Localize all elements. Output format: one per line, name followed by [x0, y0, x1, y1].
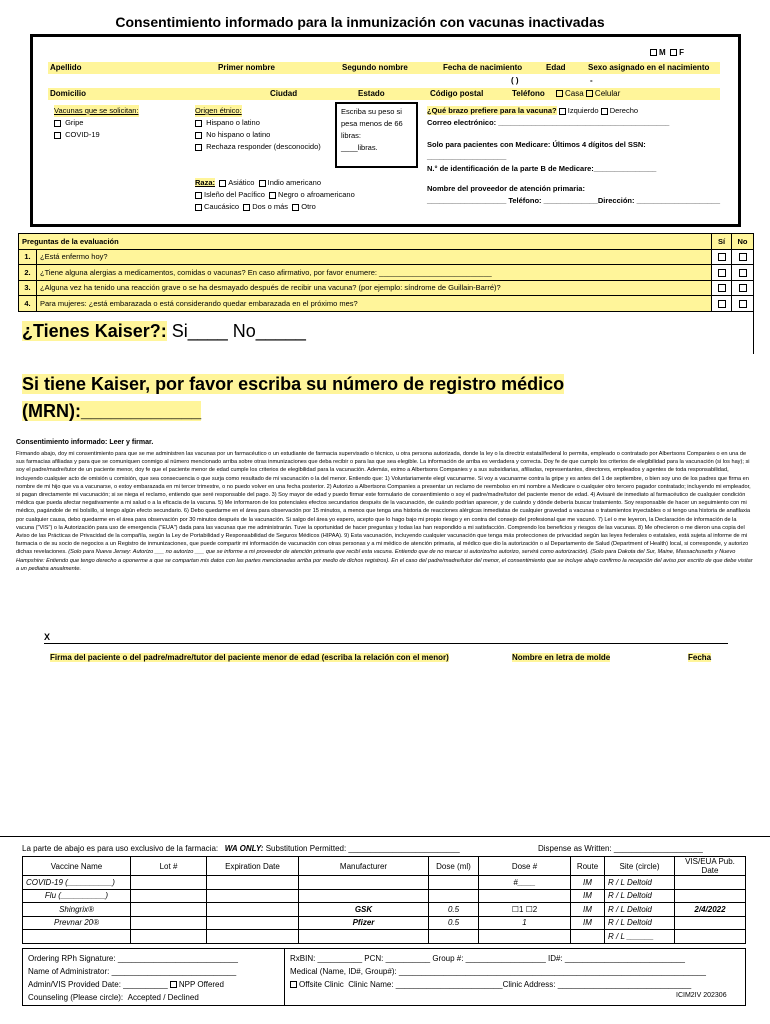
questions-header: Preguntas de la evaluación: [19, 234, 712, 250]
question-row: 4. Para mujeres: ¿está embarazada o está considerando quedar embarazada en el próximo mes?: [19, 296, 754, 312]
vacunas-label: Vacunas que se solicitan:: [54, 106, 139, 115]
estado-label: Estado: [358, 89, 385, 98]
no-checkbox[interactable]: [739, 300, 747, 308]
sexo-field[interactable]: -: [590, 76, 593, 85]
question-row: 3. ¿Alguna vez ha tenido una reacción grave o se ha desmayado después de recibir una vacuna? (por ejemplo: síndrome de Guillain-Barré)?: [19, 280, 754, 296]
screening-questions-table: [18, 233, 754, 312]
checkbox-icon[interactable]: [195, 144, 202, 151]
table-row: Flu (__________) IM R / L Deltoid: [23, 889, 746, 903]
si-header: Sí: [712, 234, 732, 250]
right-column: ¿Qué brazo prefiere para la vacuna? Izquierdo Derecho Correo electrónico: _________________________________________ Solo para pacientes con Medicare: Últimos 4 dígitos del SSN: ___________________ N.° de identificación de la parte B de Medicare:_______________ Nombre del proveedor de atención primaria: ___________________ Teléfono: _____________Dirección: ____________________: [427, 105, 727, 207]
offsite-checkbox[interactable]: [290, 981, 297, 988]
consent-heading: Consentimiento informado: Leer y firmar.: [16, 439, 154, 446]
checkbox-icon[interactable]: [195, 120, 202, 127]
pharmacist-left: Ordering RPh Signature: ___________________________ Name of Administrator: ____________________________ Admin/VIS Provided Date: __________ NPP Offered Counseling (Please circle): Accepted / Declined: [28, 952, 282, 1004]
rxbin-field[interactable]: RxBIN: __________ PCN: __________ Group #: __________________ ID#: ___________________________: [290, 954, 686, 963]
no-checkbox[interactable]: [739, 284, 747, 292]
date-label: Fecha: [688, 653, 712, 662]
counseling-options[interactable]: Accepted / Declined: [127, 993, 199, 1002]
medicare-id-field[interactable]: N.° de identificación de la parte B de Medicare:_______________: [427, 164, 657, 173]
checkbox-icon[interactable]: [243, 204, 250, 211]
apellido-label: Apellido: [50, 63, 82, 72]
celular-checkbox[interactable]: [586, 90, 593, 97]
ciudad-label: Ciudad: [270, 89, 298, 98]
edad-field[interactable]: ( ): [511, 76, 519, 85]
signature-label: Firma del paciente o del padre/madre/tutor del paciente menor de edad (escriba la relación con el menor): [50, 653, 449, 662]
origen-label: Origen étnico:: [195, 106, 242, 115]
mrn-field[interactable]: (MRN):____________: [22, 401, 202, 421]
peso-box: Escriba su peso si pesa menos de 66 libras: ____libras.: [335, 102, 418, 168]
proveedor-label: Nombre del proveedor de atención primaria:: [427, 184, 585, 193]
telefono-label: Teléfono: [512, 89, 545, 98]
form-title: Consentimiento informado para la inmunización con vacunas inactivadas: [115, 14, 605, 30]
pharmacy-divider: [0, 836, 770, 837]
raza-label: Raza:: [195, 178, 216, 187]
domicilio-label: Domicilio: [50, 89, 87, 98]
table-row: R / L ______: [23, 930, 746, 944]
question-row: 1. ¿Está enfermo hoy?: [19, 249, 754, 265]
table-header-row: Vaccine Name Lot # Expiration Date Manufacturer Dose (ml) Dose # Route Site (circle) VIS/EUA Pub. Date: [23, 857, 746, 876]
table-row: Shingrix® GSK 0.5 ☐1 ☐2 IM R / L Deltoid 2/4/2022: [23, 903, 746, 917]
checkbox-icon[interactable]: [292, 204, 299, 211]
pharmacy-intro-row: La parte de abajo es para uso exclusivo de la farmacia: WA ONLY: Substitution Permitted: _________________________: [22, 844, 460, 853]
checkbox-icon[interactable]: [259, 180, 266, 187]
kaiser-answer-field[interactable]: Si____ No_____: [166, 321, 306, 341]
raza-section: Raza: Asiático Indio americano Isleño del Pacífico Negro o afroamericano Caucásico Dos o más Otro: [195, 178, 355, 211]
origen-no-hispano[interactable]: No hispano o latino: [195, 129, 330, 141]
table-row: COVID-19 (__________) #____ IM R / L Deltoid: [23, 876, 746, 890]
edad-label: Edad: [546, 63, 566, 72]
form-code: ICIM2IV 202306: [676, 992, 727, 999]
sex-f-checkbox[interactable]: [670, 49, 677, 56]
primer-nombre-label: Primer nombre: [218, 63, 275, 72]
origen-section: [195, 105, 330, 153]
daw-field[interactable]: Dispense as Written: ____________________: [538, 844, 703, 853]
vaccine-admin-table: [22, 856, 746, 944]
no-checkbox[interactable]: [739, 253, 747, 261]
no-checkbox[interactable]: [739, 269, 747, 277]
npp-checkbox[interactable]: [170, 981, 177, 988]
fecha-nacimiento-label: Fecha de nacimiento: [443, 63, 523, 72]
vacuna-gripe[interactable]: Gripe: [54, 117, 139, 129]
checkbox-icon[interactable]: [219, 180, 226, 187]
si-checkbox[interactable]: [718, 269, 726, 277]
clinic-field[interactable]: Clinic Name: ________________________Clinic Address: ______________________________: [348, 980, 692, 989]
segundo-nombre-label: Segundo nombre: [342, 63, 408, 72]
sexo-label: Sexo asignado en el nacimiento: [588, 63, 710, 72]
kaiser-question: ¿Tienes Kaiser?: Si____ No_____: [22, 321, 306, 341]
signature-x: X: [44, 632, 51, 642]
covid-checkbox[interactable]: [54, 132, 61, 139]
origen-hispano[interactable]: Hispano o latino: [195, 117, 330, 129]
sex-m-checkbox[interactable]: [650, 49, 657, 56]
medical-field[interactable]: Medical (Name, ID#, Group#): _____________________________________________________________________: [290, 967, 706, 976]
izquierdo-checkbox[interactable]: [559, 108, 566, 115]
print-name-label: Nombre en letra de molde: [512, 653, 611, 662]
checkbox-icon[interactable]: [195, 132, 202, 139]
phone-type-options: Casa Celular: [556, 89, 620, 98]
gripe-checkbox[interactable]: [54, 120, 61, 127]
proveedor-field[interactable]: ___________________ Teléfono: _____________Dirección: ____________________: [427, 196, 721, 205]
si-checkbox[interactable]: [718, 253, 726, 261]
sex-options: M F: [650, 48, 684, 57]
questions-header-row: [19, 234, 754, 250]
brazo-question: ¿Qué brazo prefiere para la vacuna?: [427, 106, 557, 115]
signature-line[interactable]: [44, 643, 728, 644]
table-row: Prevnar 20® Pfizer 0.5 1 IM R / L Deltoid: [23, 916, 746, 930]
checkbox-icon[interactable]: [195, 204, 202, 211]
origen-rechaza[interactable]: Rechaza responder (desconocido): [195, 141, 330, 153]
consent-text: Firmando abajo, doy mi consentimiento para que se me administren las vacunas por un farmacéutico o un estudiante de farmacia supervisado o técnico, u otra persona autorizada, donde la ley o la directriz estatal/federal lo permita, empleado o contratado por Albertsons Companies o en una de sus farmacias afiliadas y para que se comuniquen conmigo al número mencionado arriba sobre otras inmunizaciones que deba recibir o para las que sea elegible. La información de arriba es verdadera y correcta. Doy fe de que cumplo los criterios de elegibilidad para la vacunación (si los hay); si soy el padre/madre/tutor de un paciente menor, doy fe que el paciente menor de edad cumple los criterios de elegibilidad para la vacunación. Además, eximo a Albertsons Companies y a sus subsidiarias, afiliadas, representantes, directores, empleados y agentes de toda responsabilidad, incluyendo cualquier acto de omisión u comisión, que sea consecuencia o que surja como resultado de mi vacunación o la del menor. Entiendo que: 1) Voluntariamente elegí vacunarme. Si voy a vacunarme contra la gripe y es antes del 1 de septiembre, o bien soy uno de los padres que firma en nombre de mi hijo que va a vacunarse, o estoy embarazada en mi tercer trimestre, o no puedo volver en una fecha posterior. 2) Autorizo a Albertsons Companies a presentar un reclamo de reembolso en mi nombre a Medicare o cualquier otro tercero pagador contratado; incluyendo mi empleador, si pagan directamente mi vacunación; si se niega el reclamo, entiendo que seré responsable del pago. 3) Soy mayor de edad y puedo firmar este formulario de consentimiento o soy el padre/madre/tutor del paciente menor de edad. 4) Avisaré de inmediato al farmacéutico de cualquier condición médica que pueda afectar negativamente a mi salud o a la eficacia de la vacuna. 5) Me informaron de los potenciales efectos secundarios después de la vacunación, de cuándo podrían aparecer, y de cuándo y dónde debería buscar tratamiento. Soy responsable de hacer un seguimiento con mi médico, pagándole de mi bolsillo, si tengo algún efecto secundario. 6) Debo quedarme en el área para observación por 15 minutos, a menos que tenga una historia de reacciones alérgicas inmediatas de cualquier gravedad a vacunas o tratamientos inyectables o si tengo una historia de anafilaxia por cualquier causa, debo quedarme en el área para observación por 30 minutos después de la vacunación. Si salgo del área yo espero, acepto que lo hago bajo mi propio riesgo y en contra del consejo del profesional que me vacunó. 7) Leí o me leyeron, la Declaración de información de la vacuna ("VIS") o la Autorización para uso de emergencia ("EUA") dada para las vacunas que me administrarán. Tuve la oportunidad de hacer preguntas y todas las han respondido a mi satisfacción. Comprendo los beneficios y riesgos de las vacunas. 8) Me ofrecieron o me dieron una copia del Aviso de las Prácticas de Privacidad de la compañía, según la Ley de Portabilidad y Responsabilidad de Seguros Médicos (HIPAA). 9) Esta vacunación, incluyendo cualquier vacunación que tenga más protecciones de privacidad según las leyes federales o estatales, está sujeta al informe de mi farmacia o de su socio de negocios a un Registro de inmunizaciones, que puede compartir mi información de vacunación con otras personas y a mi médico de atención primaria, al médico que dio la autorización o al Departamento de Salud (Department of Health) local, si corresponde, y autorizo dichas revelaciones. (Solo para Nueva Jersey: Autorizo ___ no autorizo ___ que se informe a mi proveedor de atención primaria que recibí esta vacuna. Entiendo que de no marcar si autorizo/no autorizo, servirá como autorización). (Solo para Dakota del Sur, Maine, Massachusetts y Nuevo Hampshire: Entiendo que tengo derecho a oponerme a que se compartan mis datos con las partes mencionadas arriba por medio de dichos registros). En el caso del padre/madre/tutor del menor, el consentimiento que se incluye abajo confirmo la recepción del aviso por escrito de que debe visitar a un pediatra anualmente.: [16, 451, 753, 572]
pharmacist-right: RxBIN: __________ PCN: __________ Group #: __________________ ID#: ___________________________ Medical (Name, ID#, Group#): _____________________________________________________________________ Offsite Clinic Clinic Name: ________________________Clinic Address: ______________________________: [290, 952, 742, 991]
si-checkbox[interactable]: [718, 284, 726, 292]
derecho-checkbox[interactable]: [601, 108, 608, 115]
mrn-request: Si tiene Kaiser, por favor escriba su número de registro médico (MRN):____________: [22, 374, 565, 421]
correo-field[interactable]: Correo electrónico: _________________________________________: [427, 118, 670, 127]
question-row: 2. ¿Tiene alguna alergias a medicamentos, comidas o vacunas? En caso afirmativo, por favor enumere: ___________________________: [19, 265, 754, 281]
vacuna-covid[interactable]: COVID-19: [54, 129, 139, 141]
casa-checkbox[interactable]: [556, 90, 563, 97]
medicare-ssn-field[interactable]: Solo para pacientes con Medicare: Últimos 4 dígitos del SSN: ___________________: [427, 140, 646, 161]
admin-vis-date-field[interactable]: Admin/VIS Provided Date: __________: [28, 980, 168, 989]
administrator-field[interactable]: Name of Administrator: ____________________________: [28, 967, 237, 976]
peso-field[interactable]: ____libras.: [341, 143, 378, 152]
checkbox-icon[interactable]: [269, 192, 276, 199]
checkbox-icon[interactable]: [195, 192, 202, 199]
codigo-postal-label: Código postal: [430, 89, 484, 98]
divider: [753, 312, 754, 354]
no-header: No: [732, 234, 754, 250]
ordering-rph-field[interactable]: Ordering RPh Signature: ___________________________: [28, 954, 238, 963]
vacunas-section: [54, 105, 139, 141]
divider: [284, 948, 285, 1006]
si-checkbox[interactable]: [718, 300, 726, 308]
